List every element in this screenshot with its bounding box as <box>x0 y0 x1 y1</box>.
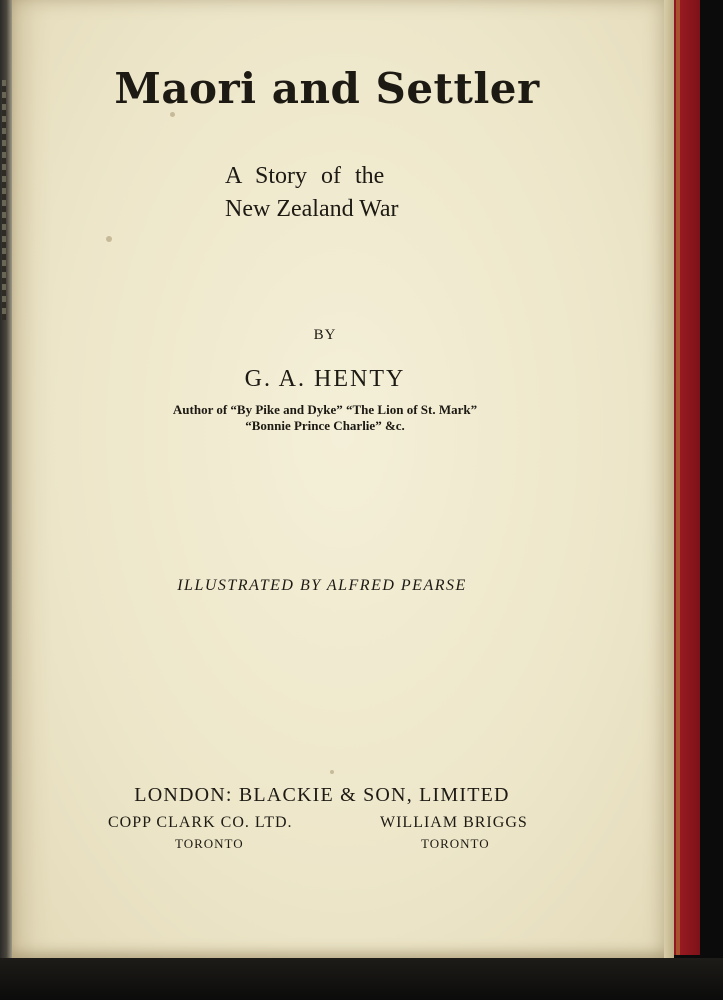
paper-spot <box>330 770 334 774</box>
page-right-edge <box>664 0 674 958</box>
other-works-line-1: Author of “By Pike and Dyke” “The Lion of St. Mark” <box>172 402 478 417</box>
title-page <box>12 0 672 960</box>
binding-strip <box>2 80 6 320</box>
page-gutter-shadow <box>12 0 52 958</box>
subtitle-line-1: A Story of the <box>225 163 385 189</box>
subtitle-line-2: New Zealand War <box>225 196 399 222</box>
distributor-name: WILLIAM BRIGGS <box>380 814 528 831</box>
paper-spot <box>106 236 112 242</box>
distributor-city: TORONTO <box>175 836 244 851</box>
by-label: BY <box>313 327 337 343</box>
distributor-name: COPP CLARK CO. LTD. <box>108 814 293 831</box>
bottom-shadow-band <box>0 958 723 1000</box>
author-name: G. A. HENTY <box>244 366 406 392</box>
other-works-line-2: “Bonnie Prince Charlie” &c. <box>245 418 405 433</box>
distributor-city: TORONTO <box>421 836 490 851</box>
publisher-imprint: LONDON: BLACKIE & SON, LIMITED <box>134 784 510 806</box>
book-title: Maori and Settler <box>114 64 540 113</box>
cover-gilt-line <box>676 0 680 955</box>
illustrator-credit: ILLUSTRATED BY ALFRED PEARSE <box>177 577 467 594</box>
